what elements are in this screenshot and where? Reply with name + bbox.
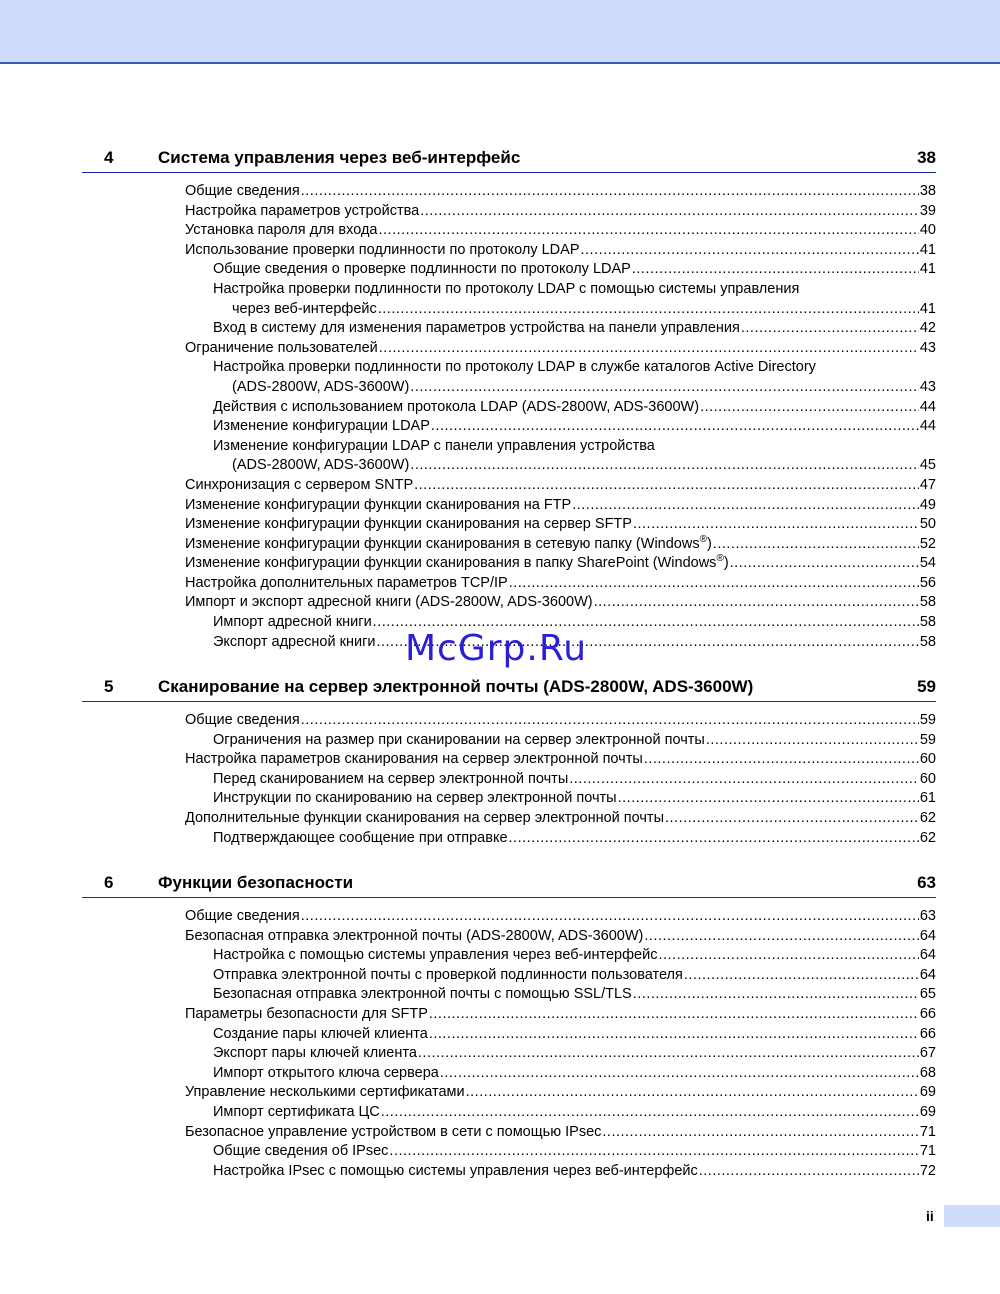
toc-entry-line[interactable]: Настройка проверки подлинности по протоколу LDAP в службе каталогов Active Directory <box>213 359 816 376</box>
chapter-page: 59 <box>917 677 936 696</box>
toc-entry-title <box>232 378 409 398</box>
dot-leader <box>379 339 919 359</box>
toc-entry-text: Экспорт пары ключей клиента <box>213 1045 417 1062</box>
toc-entry-page: 61 <box>919 790 936 807</box>
toc-entry-title <box>213 398 699 418</box>
toc-entries <box>82 907 936 1181</box>
toc-entry[interactable] <box>82 789 936 809</box>
toc-entry-title <box>185 339 378 359</box>
toc-entry[interactable] <box>82 574 936 594</box>
chapter-heading <box>82 669 936 702</box>
toc-entry-title <box>185 593 593 613</box>
toc-entry[interactable] <box>82 319 936 339</box>
toc-entry-title <box>213 770 568 790</box>
toc-entry-title <box>185 711 300 731</box>
dot-leader <box>713 535 919 555</box>
toc-entry-text: Изменение конфигурации LDAP <box>213 418 430 435</box>
toc-entry-text: Безопасная отправка электронной почты с помощью SSL/TLS <box>213 986 632 1003</box>
dot-leader <box>440 1064 919 1084</box>
toc-entry-page: 66 <box>919 1005 936 1022</box>
toc-entry-text: Перед сканированием на сервер электронной почты <box>213 770 569 787</box>
toc-entry-text: Настройка дополнительных параметров TCP/IP <box>185 574 508 591</box>
toc-entry-title <box>185 202 419 222</box>
toc-entry-title <box>213 1142 388 1162</box>
toc-entry-line[interactable]: Изменение конфигурации LDAP с панели управления устройства <box>213 437 655 454</box>
toc-entry[interactable] <box>82 456 936 476</box>
chapter-5 <box>82 669 936 848</box>
toc-entry-title <box>185 476 413 496</box>
toc-entry-page: 72 <box>919 1162 936 1179</box>
toc-entry-page: 58 <box>919 633 936 650</box>
toc-entry-text: Общие сведения <box>185 712 300 728</box>
toc-entry[interactable] <box>82 711 936 731</box>
toc-entry[interactable] <box>82 985 936 1005</box>
toc-entry-page: 58 <box>919 594 936 611</box>
toc-entry[interactable] <box>82 515 936 535</box>
toc-entry-text: Общие сведения <box>185 908 300 924</box>
toc-entry[interactable] <box>82 829 936 849</box>
toc-entry-page: 69 <box>919 1103 936 1120</box>
toc-entry-text: Безопасная отправка электронной почты (ADS-2800W, ADS-3600W) <box>185 927 644 944</box>
toc-entry-page: 66 <box>919 1025 936 1042</box>
toc-entry-page: 64 <box>919 947 936 964</box>
toc-entry[interactable] <box>82 750 936 770</box>
toc-entry-text: Общие сведения об IPsec <box>213 1143 389 1160</box>
toc-entry-page: 38 <box>919 183 936 199</box>
chapter-title: Сканирование на сервер электронной почты (ADS-2800W, ADS-3600W) <box>158 677 754 696</box>
toc-entry-page: 54 <box>919 555 936 572</box>
chapter-heading <box>82 140 936 173</box>
dot-leader <box>414 476 919 496</box>
toc-entry-text: Использование проверки подлинности по протоколу LDAP <box>185 241 580 258</box>
toc-entry[interactable] <box>82 378 936 398</box>
toc-entry-page: 67 <box>919 1045 936 1062</box>
chapter-heading <box>82 865 936 898</box>
dot-leader <box>700 398 919 418</box>
chapter-number: 5 <box>104 677 114 696</box>
dot-leader <box>741 319 919 339</box>
chapter-number: 4 <box>104 148 114 167</box>
dot-leader <box>730 554 919 574</box>
toc-entry-text: Общие сведения о проверке подлинности по протоколу LDAP <box>213 261 631 278</box>
toc-entry-title <box>213 946 657 966</box>
toc-entry-title <box>185 1123 601 1143</box>
toc-entry-text: Импорт сертификата ЦС <box>213 1103 380 1120</box>
toc-entry-page: 40 <box>919 222 936 239</box>
toc-entry-text: Вход в систему для изменения параметров устройства на панели управления <box>213 320 740 337</box>
toc-entry-title <box>213 1103 380 1123</box>
dot-leader <box>569 770 919 790</box>
toc-entry[interactable] <box>82 1044 936 1064</box>
dot-leader <box>644 927 918 947</box>
toc-entry-page: 41 <box>919 261 936 278</box>
toc-entry-title <box>213 1025 428 1045</box>
chapter-6 <box>82 865 936 1181</box>
toc-entry-text: Создание пары ключей клиента <box>213 1025 428 1042</box>
toc-entry-title <box>185 241 580 261</box>
toc-entry-page: 44 <box>919 398 936 415</box>
chapter-page: 38 <box>917 148 936 167</box>
toc-entry-text: Изменение конфигурации функции сканирования на FTP <box>185 496 572 513</box>
toc-entry-text: Отправка электронной почты с проверкой подлинности пользователя <box>213 966 683 983</box>
dot-leader <box>431 417 919 437</box>
dot-leader <box>706 731 919 751</box>
dot-leader <box>378 300 919 320</box>
toc-entry-line[interactable]: Настройка проверки подлинности по протоколу LDAP с помощью системы управления <box>213 280 800 297</box>
dot-leader <box>644 750 919 770</box>
chapter-4 <box>82 140 936 652</box>
toc-entry-page: 39 <box>919 202 936 219</box>
toc-entry-title <box>185 221 378 241</box>
dot-leader <box>572 496 919 516</box>
dot-leader <box>594 593 919 613</box>
toc-entry-page: 58 <box>919 614 936 631</box>
chapter-title: Функции безопасности <box>158 873 354 892</box>
toc-entry-suffix: ) <box>706 535 712 552</box>
page-tab <box>944 1205 1000 1227</box>
toc-entry-page: 59 <box>919 712 936 728</box>
toc-entry-title <box>213 789 617 809</box>
dot-leader <box>429 1025 919 1045</box>
toc-entry-title <box>232 456 409 476</box>
toc-entry[interactable] <box>82 221 936 241</box>
toc-entry[interactable] <box>82 946 936 966</box>
toc-entry-page: 63 <box>919 908 936 924</box>
toc-entry-page: 47 <box>919 476 936 493</box>
toc-entry-page: 68 <box>919 1064 936 1081</box>
toc-entry-page: 41 <box>919 241 936 258</box>
toc-entry[interactable] <box>82 731 936 751</box>
toc-entry-page: 60 <box>919 770 936 787</box>
toc-entry-text: Инструкции по сканированию на сервер электронной почты <box>213 790 617 807</box>
toc-entry[interactable] <box>82 770 936 790</box>
toc-entry-page: 64 <box>919 966 936 983</box>
toc-entry-title <box>213 613 372 633</box>
toc-entry-text: (ADS-2800W, ADS-3600W) <box>232 457 410 474</box>
toc-entry[interactable] <box>82 241 936 261</box>
toc-entry-text: Импорт адресной книги <box>213 614 372 631</box>
toc-entry[interactable] <box>82 1005 936 1025</box>
dot-leader <box>418 1044 919 1064</box>
watermark: McGrp.Ru <box>405 628 588 669</box>
registered-mark: ® <box>716 553 724 565</box>
toc-entry-title <box>213 1044 417 1064</box>
toc-entry-text: Безопасное управление устройством в сети с помощью IPsec <box>185 1123 602 1140</box>
dot-leader <box>618 789 919 809</box>
dot-leader <box>633 515 919 535</box>
toc-entry-page: 41 <box>919 300 936 317</box>
toc-entry-text: Параметры безопасности для SFTP <box>185 1005 428 1022</box>
toc-entry[interactable] <box>82 1083 936 1103</box>
toc-entry[interactable] <box>82 907 936 927</box>
dot-leader <box>509 829 919 849</box>
toc-entry-title <box>185 750 643 770</box>
toc-entry-text: Ограничения на размер при сканировании на сервер электронной почты <box>213 731 705 748</box>
toc-entry-page: 71 <box>919 1143 936 1160</box>
toc-entry-text: Действия с использованием протокола LDAP (ADS-2800W, ADS-3600W) <box>213 398 700 415</box>
toc-entry[interactable] <box>82 1064 936 1084</box>
dot-leader <box>410 378 919 398</box>
toc-entry-text: Настройка IPsec с помощью системы управления через веб-интерфейс <box>213 1162 698 1179</box>
toc-entry-page: 62 <box>919 809 936 826</box>
toc-entry-title <box>213 260 631 280</box>
toc-entry-page: 50 <box>919 516 936 533</box>
dot-leader <box>581 241 919 261</box>
toc-entry[interactable] <box>82 1103 936 1123</box>
toc-entry-title <box>185 809 664 829</box>
toc-entry-text: Изменение конфигурации функции сканирования в сетевую папку (Windows <box>185 535 700 552</box>
toc-entry-title <box>213 417 430 437</box>
page-number: ii <box>926 1208 934 1224</box>
toc-entry-title <box>185 1083 465 1103</box>
dot-leader <box>602 1123 918 1143</box>
toc-entry-text: Настройка параметров устройства <box>185 202 420 219</box>
toc-entry-title <box>213 731 705 751</box>
toc-entry-title <box>213 319 740 339</box>
toc-entry[interactable] <box>82 182 936 202</box>
dot-leader <box>429 1005 919 1025</box>
registered-mark: ® <box>699 533 707 545</box>
dot-leader <box>381 1103 919 1123</box>
toc-entry-page: 52 <box>919 535 936 552</box>
toc-entry-title <box>185 554 729 574</box>
toc-entry-title <box>185 496 571 516</box>
dot-leader <box>420 202 919 222</box>
toc-entry-title <box>213 985 632 1005</box>
toc-entry-title <box>213 1162 698 1182</box>
dot-leader <box>509 574 919 594</box>
toc-entry-page: 44 <box>919 418 936 435</box>
toc-entry[interactable] <box>82 339 936 359</box>
dot-leader <box>633 985 919 1005</box>
toc-entry-text: Настройка параметров сканирования на сервер электронной почты <box>185 751 643 768</box>
dot-leader <box>684 966 919 986</box>
toc-entry-page: 60 <box>919 751 936 768</box>
toc-entry-text: Синхронизация с сервером SNTP <box>185 476 414 493</box>
toc-entry-title <box>213 633 375 653</box>
toc-entries <box>82 711 936 848</box>
toc-entry-title <box>185 907 300 927</box>
toc-entry-text: Настройка с помощью системы управления через веб-интерфейс <box>213 947 658 964</box>
toc-entry[interactable] <box>82 476 936 496</box>
toc-entry[interactable] <box>82 535 936 555</box>
toc-entry[interactable] <box>82 300 936 320</box>
toc-entry-title <box>185 182 300 202</box>
toc-entry[interactable] <box>82 1142 936 1162</box>
toc-entry-text: Экспорт адресной книги <box>213 633 376 650</box>
toc-entry[interactable] <box>82 1162 936 1182</box>
toc-entry-text: Управление несколькими сертификатами <box>185 1084 465 1101</box>
dot-leader <box>379 221 919 241</box>
toc-entry[interactable] <box>82 593 936 613</box>
toc-entry-page: 42 <box>919 320 936 337</box>
dot-leader <box>301 182 919 202</box>
toc-entry-page: 62 <box>919 829 936 846</box>
toc-entry-title <box>213 966 683 986</box>
toc-entry-title <box>185 535 712 555</box>
toc-entry[interactable] <box>82 809 936 829</box>
toc-entry-text: Подтверждающее сообщение при отправке <box>213 829 508 846</box>
chapter-title: Система управления через веб-интерфейс <box>158 148 521 167</box>
dot-leader <box>658 946 918 966</box>
toc-entry[interactable] <box>82 927 936 947</box>
toc-entries <box>82 182 936 652</box>
toc-entry[interactable] <box>82 398 936 418</box>
toc-entry-text: Установка пароля для входа <box>185 222 378 239</box>
toc-entry-page: 56 <box>919 574 936 591</box>
toc-entry[interactable] <box>82 260 936 280</box>
toc-entry[interactable] <box>82 1025 936 1045</box>
header-band <box>0 0 1000 64</box>
toc-entry[interactable] <box>82 417 936 437</box>
toc-entry-text: Импорт открытого ключа сервера <box>213 1064 439 1081</box>
toc-entry-page: 65 <box>919 986 936 1003</box>
dot-leader <box>410 456 919 476</box>
dot-leader <box>389 1142 918 1162</box>
toc-entry-text: Изменение конфигурации функции сканирования на сервер SFTP <box>185 516 632 533</box>
toc-entry-title <box>213 829 508 849</box>
dot-leader <box>665 809 919 829</box>
toc-entry[interactable] <box>82 554 936 574</box>
toc-entry-suffix: ) <box>723 555 729 572</box>
toc-entry-title <box>185 1005 428 1025</box>
toc-entry-text: Ограничение пользователей <box>185 339 378 356</box>
dot-leader <box>301 711 919 731</box>
toc-entry-text: Общие сведения <box>185 183 300 199</box>
toc-entry[interactable] <box>82 966 936 986</box>
toc-entry-text: Импорт и экспорт адресной книги (ADS-2800W, ADS-3600W) <box>185 594 593 611</box>
toc-entry-title <box>185 574 508 594</box>
toc-entry-title <box>232 300 377 320</box>
toc-entry-title <box>185 927 643 947</box>
toc-entry[interactable] <box>82 496 936 516</box>
toc-entry-page: 45 <box>919 457 936 474</box>
toc-entry-page: 69 <box>919 1084 936 1101</box>
toc-entry-text: Изменение конфигурации функции сканирования в папку SharePoint (Windows <box>185 555 717 572</box>
dot-leader <box>699 1162 919 1182</box>
toc-entry[interactable] <box>82 202 936 222</box>
toc-entry-page: 49 <box>919 496 936 513</box>
toc-entry-title <box>185 515 632 535</box>
toc-entry-text: (ADS-2800W, ADS-3600W) <box>232 378 410 395</box>
chapter-number: 6 <box>104 873 114 892</box>
dot-leader <box>466 1083 919 1103</box>
toc-entry-title <box>213 1064 439 1084</box>
toc-entry-text: Дополнительные функции сканирования на сервер электронной почты <box>185 809 664 826</box>
dot-leader <box>632 260 919 280</box>
toc-entry-page: 71 <box>919 1123 936 1140</box>
toc-entry-page: 64 <box>919 927 936 944</box>
toc-entry-page: 43 <box>919 339 936 356</box>
toc-entry-text: через веб-интерфейс <box>232 300 377 317</box>
dot-leader <box>301 907 919 927</box>
toc-entry-page: 59 <box>919 731 936 748</box>
chapter-page: 63 <box>917 873 936 892</box>
toc-entry-page: 43 <box>919 378 936 395</box>
toc-entry[interactable] <box>82 1123 936 1143</box>
